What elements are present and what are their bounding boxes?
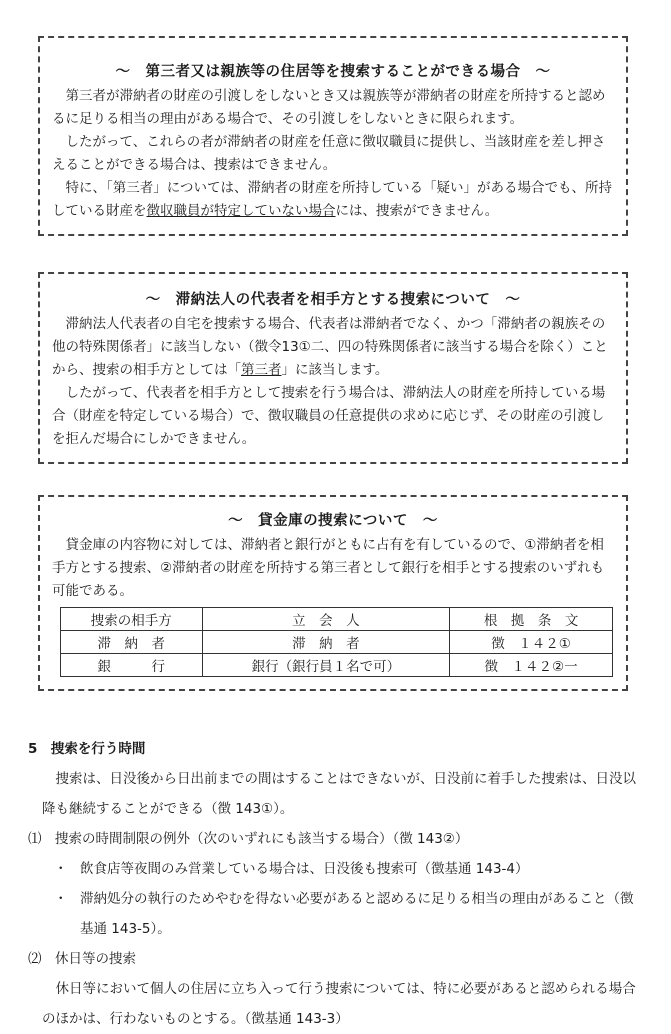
note-paragraph: したがって、代表者を相手方として捜索を行う場合は、滞納法人の財産を所持している場合（財産を特定している場合）で、徴収職員の任意提供の求めに応じず、その財産の引渡しを拒んだ場合にしかできません。 [52, 385, 606, 447]
text-run: には、捜索ができません。 [335, 203, 499, 219]
note-box-representative [38, 272, 628, 464]
table-cell: 徴 １４２②一 [450, 654, 613, 677]
bullet-mark: ・ [54, 891, 68, 907]
table-cell: 滞 納 者 [61, 631, 203, 654]
note-paragraph: したがって、これらの者が滞納者の財産を任意に徴収職員に提供し、当該財産を差し押さえることができる場合は、捜索はできません。 [52, 134, 606, 173]
note-title: ～ 滞納法人の代表者を相手方とする捜索について ～ [145, 292, 521, 308]
list-item [28, 854, 643, 884]
list-item-text: 滞納処分の執行のためやむを得ない必要があると認めるに足りる相当の理由があること（徴基通 143-5）。 [80, 891, 634, 937]
bullet-mark: ・ [54, 861, 68, 877]
subsection-heading: ⑴ 捜索の時間制限の例外（次のいずれにも該当する場合）（徴 143②） [28, 831, 469, 847]
table-cell: 銀 行 [61, 654, 203, 677]
search-party-table [60, 607, 613, 677]
table-header-cell: 立 会 人 [202, 608, 450, 631]
note-paragraph: 貸金庫の内容物に対しては、滞納者と銀行がともに占有を有しているので、①滞納者を相手方とする捜索、②滞納者の財産を所持する第三者として銀行を相手とする捜索のいずれも可能である。 [52, 537, 605, 599]
table-row [61, 654, 613, 677]
subsection-text: 休日等において個人の住居に立ち入って行う捜索については、特に必要があると認められる場合のほかは、行わないものとする。（徴基通 143-3） [42, 981, 636, 1027]
section-heading: 5 捜索を行う時間 [28, 741, 146, 757]
table-header-cell: 捜索の相手方 [61, 608, 203, 631]
text-run: 滞納法人代表者の自宅を捜索する場合、代表者は滞納者でなく、かつ「滞納者の親族その他の特殊関係者」に該当しない（徴令13①二、四の特殊関係者に該当する場合を除く）ことから、捜索の相手方としては「 [52, 316, 608, 378]
note-paragraph: 第三者が滞納者の財産の引渡しをしないとき又は親族等が滞納者の財産を所持すると認めるに足りる相当の理由がある場合で、その引渡しをしないときに限られます。 [52, 88, 606, 127]
note-box-safe-deposit [38, 495, 628, 691]
table-cell: 徴 １４２① [450, 631, 613, 654]
note-title: ～ 貸金庫の捜索について ～ [228, 513, 438, 529]
underlined-text: 第三者 [241, 362, 282, 378]
note-paragraph [52, 313, 614, 382]
text-run: 」に該当します。 [281, 362, 389, 378]
section-5 [28, 734, 643, 1034]
text-run: 特に、「第三者」については、滞納者の財産を所持している「疑い」がある場合でも、所持している財産を [52, 180, 612, 219]
table-header-row [61, 608, 613, 631]
table-row [61, 631, 613, 654]
list-item-text: 飲食店等夜間のみ営業している場合は、日没後も捜索可（徴基通 143-4） [80, 861, 529, 877]
table-cell: 銀行（銀行員１名で可） [202, 654, 450, 677]
table-cell: 滞 納 者 [202, 631, 450, 654]
section-intro: 捜索は、日没後から日出前までの間はすることはできないが、日没前に着手した捜索は、日没以降も継続することができる（徴 143①）。 [42, 771, 636, 817]
underlined-text: 徴収職員が特定していない場合 [146, 203, 336, 219]
list-item [28, 884, 643, 944]
subsection-heading: ⑵ 休日等の捜索 [28, 951, 136, 967]
note-title: ～ 第三者又は親族等の住居等を捜索することができる場合 ～ [115, 64, 551, 80]
note-box-third-party [38, 36, 628, 236]
note-paragraph [52, 177, 614, 223]
table-header-cell: 根 拠 条 文 [450, 608, 613, 631]
